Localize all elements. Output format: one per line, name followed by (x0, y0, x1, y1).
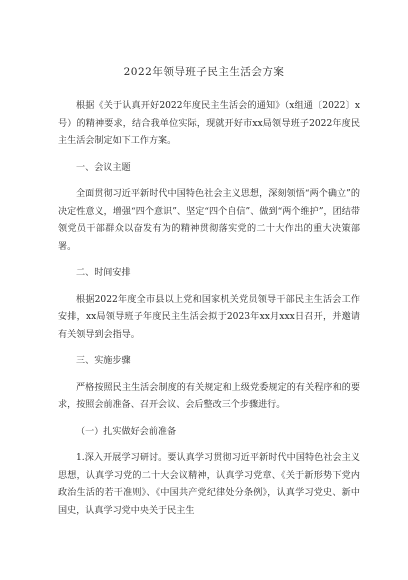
section-heading-steps: 三、实施步骤 (76, 356, 131, 366)
intro-paragraph: 根据《关于认真开好2022年度民主生活会的通知》（x组通〔2022〕x号）的精神要求，结合我单位实际，现就开好市xx局领导班子2022年度民主生活会制定如下工作方案。 (58, 101, 360, 146)
theme-paragraph: 全面贯彻习近平新时代中国特色社会主义思想，深刻领悟“两个确立”的决定性意义，增强“四个意识”、坚定“四个自信”、做到“两个维护”，团结带领党员干部群众以奋发有为的精神贯彻落实党的二十大作出的重大决策部署。 (58, 189, 360, 252)
study-paragraph: 1.深入开展学习研讨。要认真学习贯彻习近平新时代中国特色社会主义思想，认真学习党的二十大会议精神，认真学习党章、《关于新形势下党内政治生活的若干准则》、《中国共产党纪律处分条例》，认真学习党史、新中国史，认真学习党中央关于民主生 (58, 453, 360, 516)
document-body (58, 98, 360, 529)
document-title: 2022年领导班子民主生活会方案 (123, 66, 285, 78)
subsection-heading-preparation: （一）扎实做好会前准备 (76, 426, 177, 437)
schedule-paragraph: 根据2022年度全市县以上党和国家机关党员领导干部民主生活会工作安排，xx局领导班子年度民主生活会拟于2023年xx月xxx日召开，并邀请有关领导到会指导。 (58, 294, 360, 340)
steps-paragraph: 严格按照民主生活会制度的有关规定和上级党委规定的有关程序和的要求，按照会前准备、召开会议、会后整改三个步骤进行。 (58, 382, 360, 410)
section-heading-theme: 一、会议主题 (76, 162, 131, 173)
section-heading-schedule: 二、时间安排 (76, 268, 131, 278)
